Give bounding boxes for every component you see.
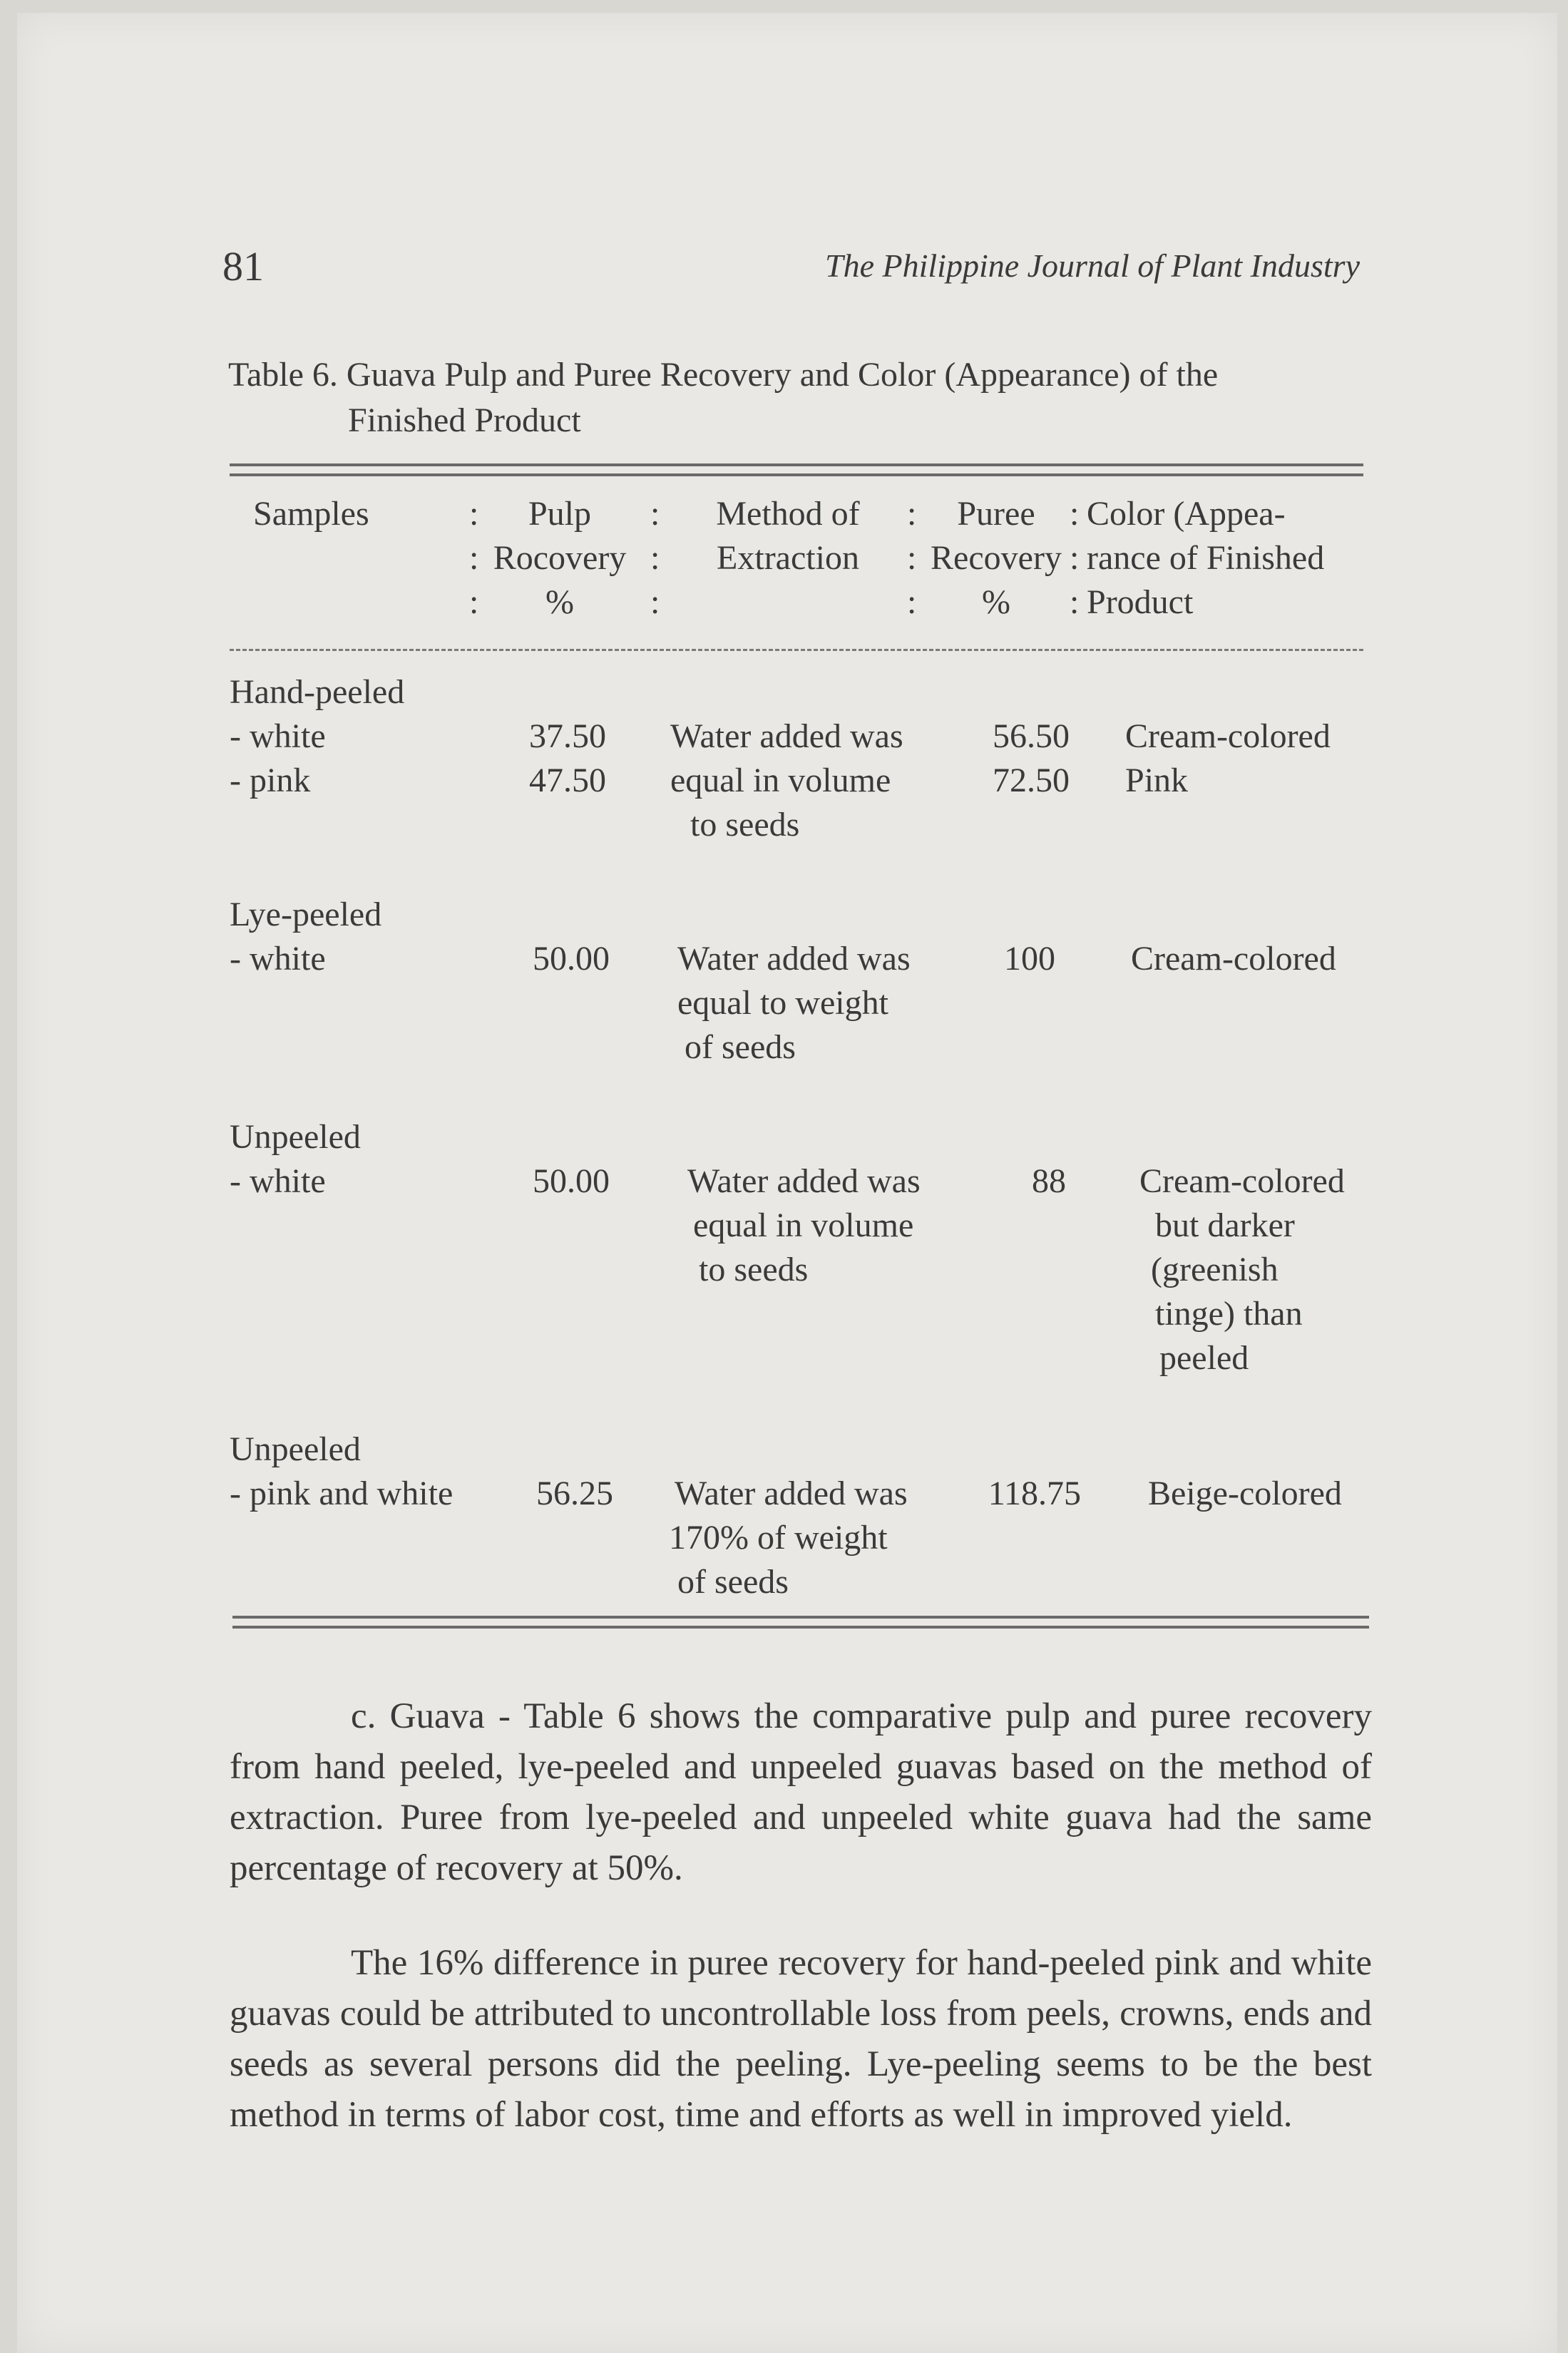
caption-line-1: Table 6. Guava Pulp and Puree Recovery and Color (Appearance) of the (228, 356, 1219, 394)
header-puree-1: Puree (957, 495, 1035, 533)
puree-value: 56.50 (993, 717, 1070, 755)
group-label: Unpeeled (230, 1118, 361, 1156)
color-value: (greenish (1151, 1251, 1279, 1288)
header-pulp-1: Pulp (528, 495, 592, 533)
body-paragraph (230, 1938, 1372, 2141)
sample-label: - pink and white (230, 1475, 454, 1512)
page-number: 81 (222, 243, 264, 289)
sample-label: - white (230, 1162, 326, 1200)
pulp-value: 47.50 (529, 762, 606, 799)
header-color-3: Product (1087, 583, 1194, 621)
method-line: Water added was (670, 717, 903, 755)
header-method-2: Extraction (717, 539, 859, 577)
header-puree-2: Recovery (931, 539, 1062, 577)
puree-value: 72.50 (993, 762, 1070, 799)
paragraph-text: c. Guava - Table 6 shows the comparative pulp and puree recovery from hand peeled, lye-peeled and unpeeled guavas based on the method of extraction. Puree from lye-peeled and unpeeled white guava had the same percentage of recovery at 50%. (230, 1696, 1372, 1888)
paragraph-text: The 16% difference in puree recovery for hand-peeled pink and white guavas could be attributed to uncontrollable loss from peels, crowns, ends and seeds as several persons did the peeling. Lye-peeling seems to be the best method in terms of labor cost, time and efforts as well in improved yield. (230, 1943, 1372, 2135)
header-color-2: rance of Finished (1087, 539, 1325, 577)
color-value: Cream-colored (1131, 940, 1336, 978)
group-label: Hand-peeled (230, 673, 405, 711)
header-divider (230, 649, 1363, 651)
method-line: to seeds (690, 806, 800, 844)
body-paragraph (230, 1691, 1372, 1894)
header-color-1: Color (Appea- (1087, 495, 1286, 533)
method-line: Water added was (687, 1162, 921, 1200)
header-pulp-3: % (545, 583, 574, 621)
caption-line-2: Finished Product (348, 401, 581, 439)
group-label: Unpeeled (230, 1430, 361, 1468)
header-separators-3: : : : (907, 495, 917, 621)
pulp-value: 37.50 (529, 717, 606, 755)
group-label: Lye-peeled (230, 896, 382, 933)
header-method-1: Method of (716, 495, 860, 533)
method-line: of seeds (677, 1563, 789, 1601)
color-value: peeled (1159, 1339, 1249, 1377)
method-line: Water added was (675, 1475, 908, 1512)
table-top-rule (230, 463, 1363, 476)
header-puree-3: % (982, 583, 1010, 621)
color-value: Pink (1125, 762, 1189, 799)
pulp-value: 50.00 (533, 1162, 610, 1200)
method-line: 170% of weight (669, 1519, 888, 1557)
sample-label: - white (230, 940, 326, 978)
table-bottom-rule (232, 1616, 1369, 1629)
header-separators-1: : : : (469, 495, 479, 621)
puree-value: 88 (1032, 1162, 1066, 1200)
method-line: of seeds (685, 1028, 796, 1066)
sample-label: - pink (230, 762, 311, 799)
color-value: Cream-colored (1125, 717, 1331, 755)
method-line: equal in volume (670, 762, 891, 799)
color-value: but darker (1155, 1206, 1295, 1244)
sample-label: - white (230, 717, 326, 755)
table-caption (228, 352, 1369, 444)
color-value: Beige-colored (1148, 1475, 1342, 1512)
pulp-value: 56.25 (536, 1475, 613, 1512)
header-samples: Samples (253, 495, 369, 533)
header-pulp-2: Rocovery (493, 539, 627, 577)
header-separators-4: : : : (1070, 495, 1080, 621)
color-value: Cream-colored (1139, 1162, 1345, 1200)
running-head: The Philippine Journal of Plant Industry (825, 247, 1360, 284)
method-line: equal in volume (693, 1206, 914, 1244)
method-line: to seeds (699, 1251, 809, 1288)
header-separators-2: : : : (650, 495, 660, 621)
method-line: Water added was (677, 940, 911, 978)
method-line: equal to weight (677, 984, 888, 1022)
puree-value: 118.75 (988, 1475, 1081, 1512)
puree-value: 100 (1004, 940, 1055, 978)
color-value: tinge) than (1155, 1295, 1303, 1333)
pulp-value: 50.00 (533, 940, 610, 978)
